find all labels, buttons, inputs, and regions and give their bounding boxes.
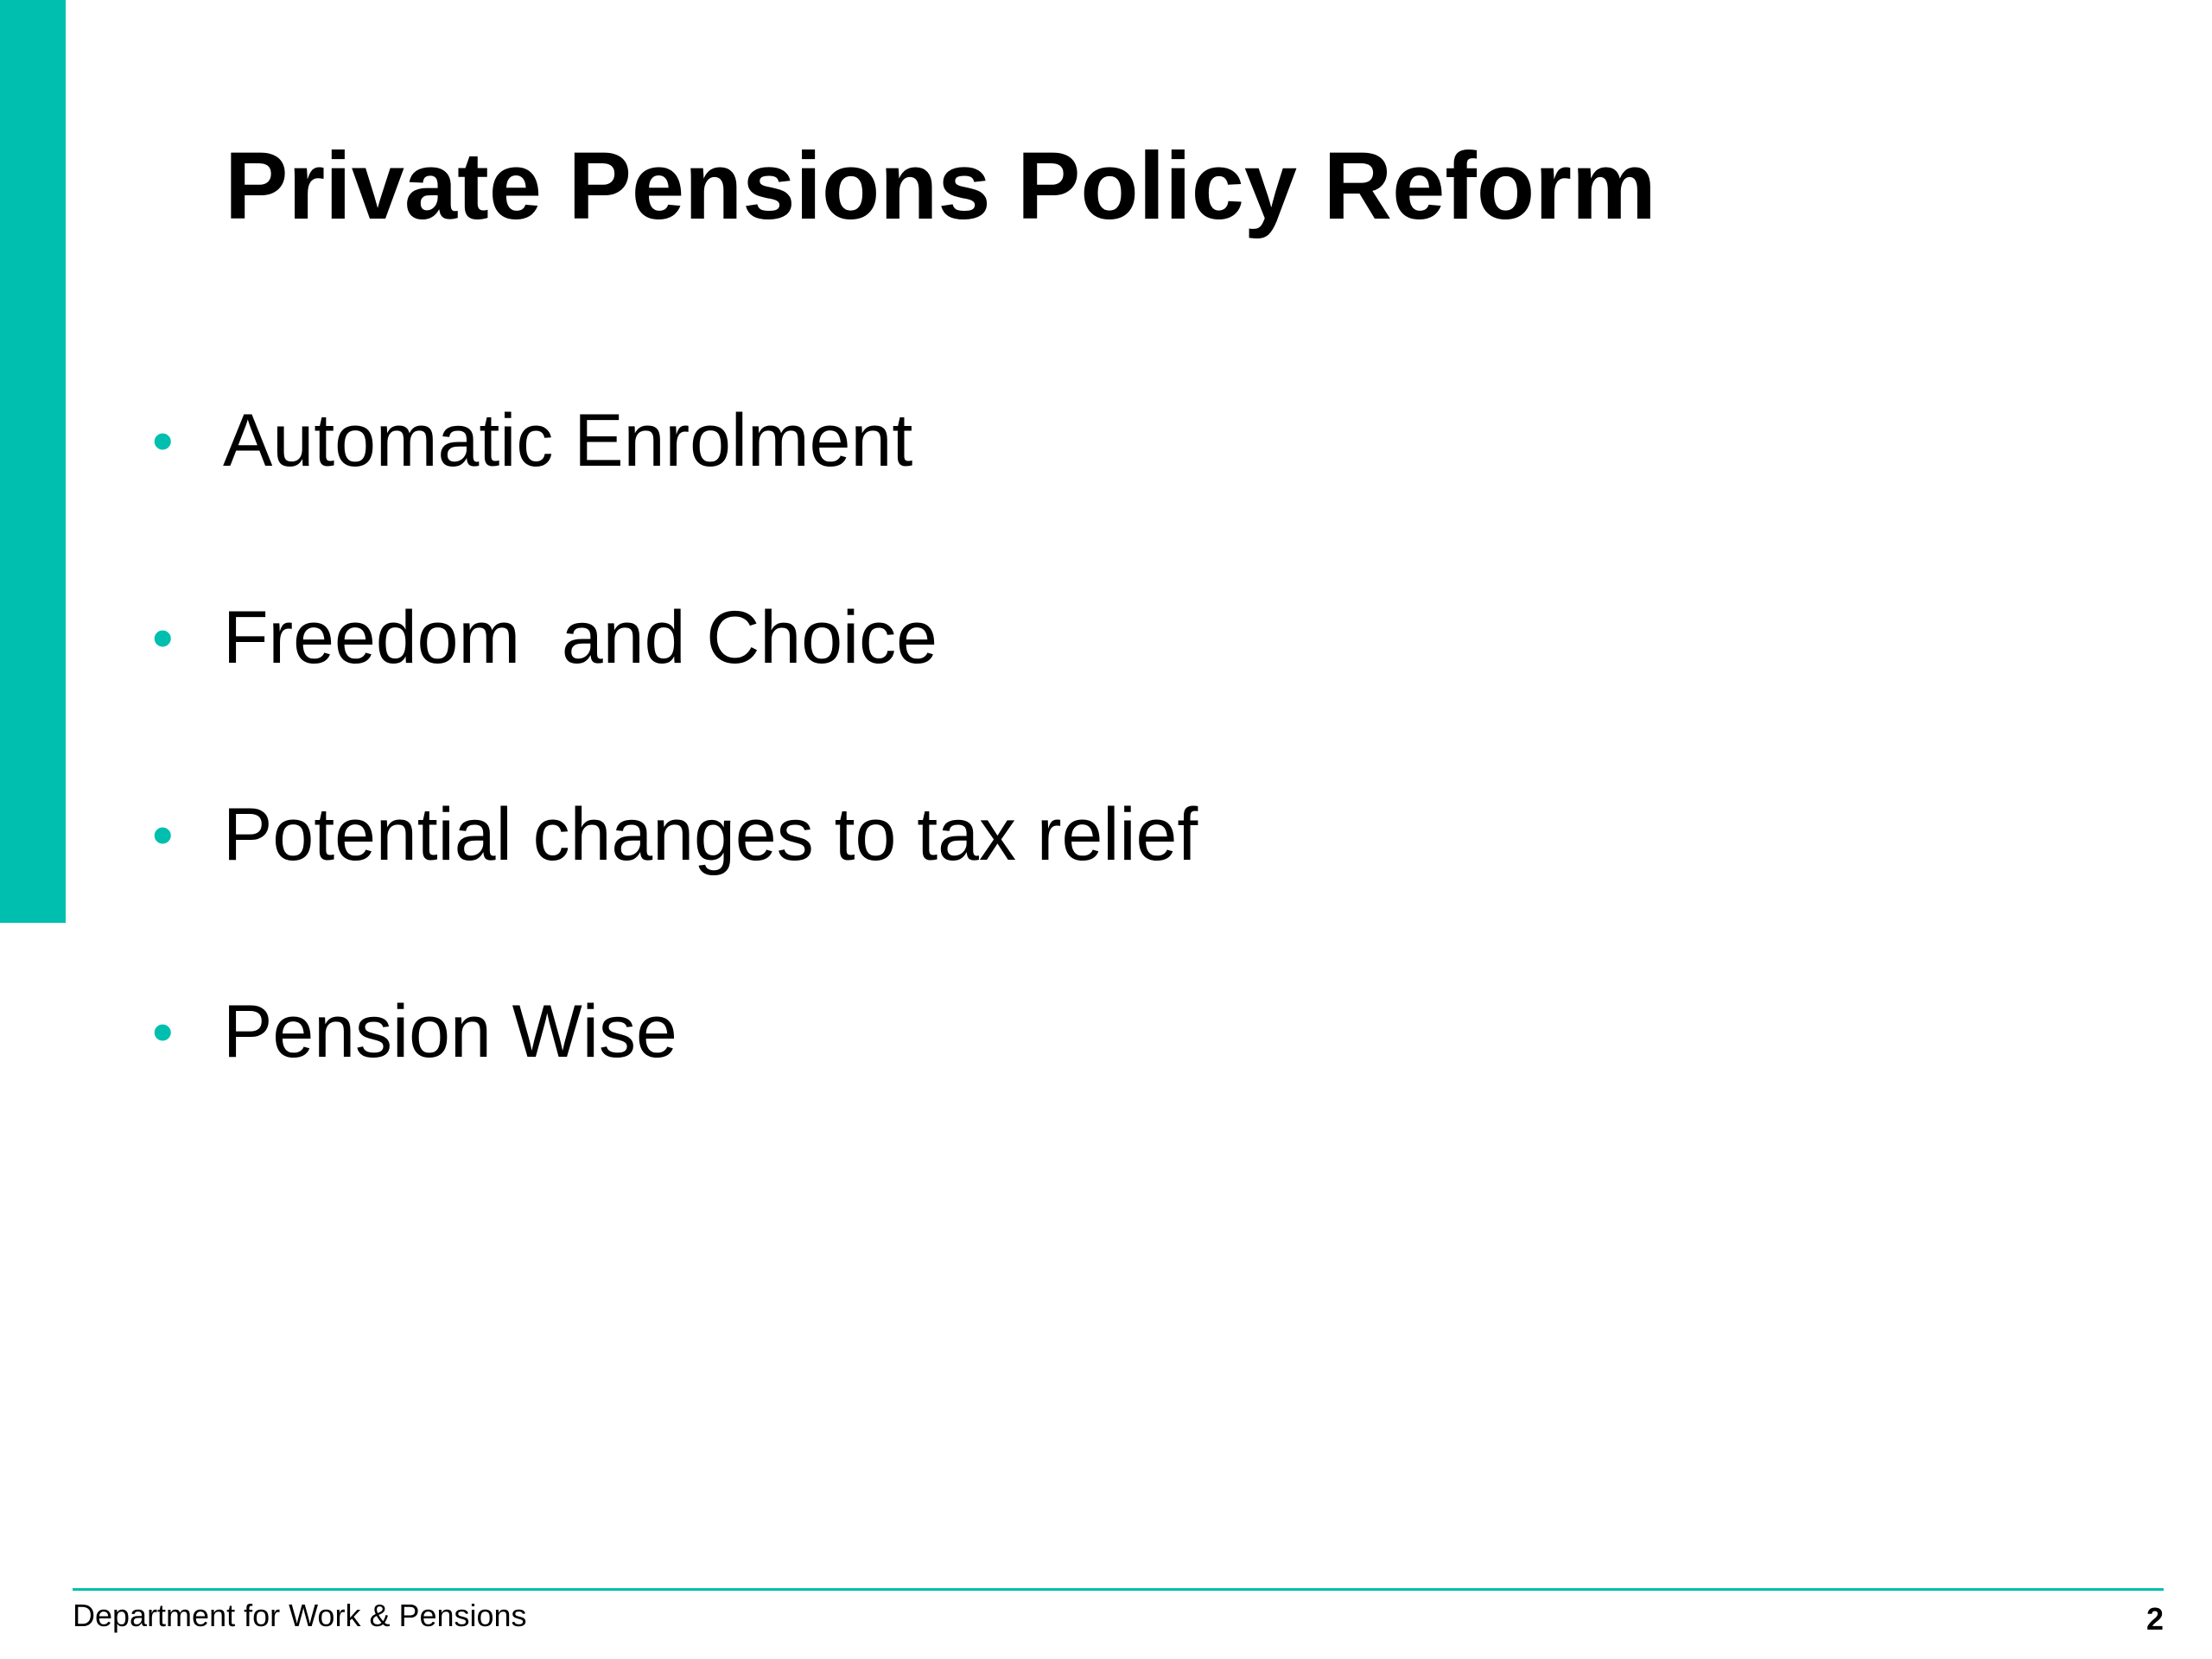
footer-organization: Department for Work & Pensions (73, 1598, 527, 1633)
bullet-icon: • (152, 407, 174, 474)
bullet-item (152, 980, 1198, 1177)
bullet-text: Freedom and Choice (223, 596, 938, 679)
bullet-icon: • (152, 604, 174, 671)
bullet-text: Automatic Enrolment (223, 399, 913, 482)
bullet-icon: • (152, 801, 174, 868)
bullet-item (152, 586, 1198, 783)
bullet-icon: • (152, 998, 174, 1065)
bullet-text: Pension Wise (223, 990, 677, 1073)
footer-divider (73, 1588, 2164, 1591)
page-number: 2 (2145, 1601, 2164, 1637)
bullet-list (152, 389, 1198, 1177)
slide-title: Private Pensions Policy Reform (225, 133, 1656, 239)
bullet-item (152, 783, 1198, 980)
bullet-item (152, 389, 1198, 586)
bullet-text: Potential changes to tax relief (223, 793, 1198, 876)
accent-bar (0, 0, 66, 923)
